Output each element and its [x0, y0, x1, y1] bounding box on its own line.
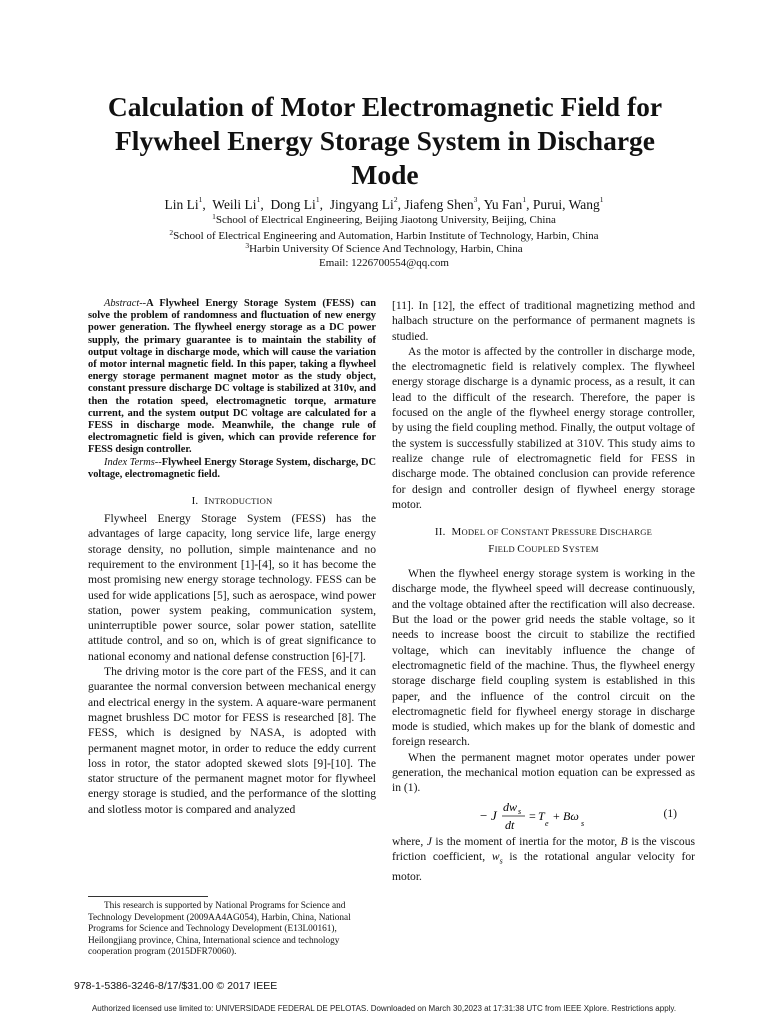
footnote-rule	[88, 896, 208, 897]
affiliation-sup: 1	[212, 212, 216, 221]
author-sup: 1	[315, 195, 320, 204]
author-name: Dong Li	[270, 197, 316, 212]
abstract-text: A Flywheel Energy Storage System (FESS) can solve the problem of randomness and fluctuation of new energy power generation. The flywheel energy storage as a DC power supply, the primary guarantee is to maintain the stability of output voltage in discharge mode, which will cause the variation of motor internal magnetic field. In this paper, taking a flywheel energy storage permanent magnet motor as the study object, constant pressure discharge DC voltage is stabilized at 310v, and then the rotation speed, electromagnetic torque, armature current, and the system output DC voltage are calculated for a FESS in discharge mode. Meanwhile, the change rule of electromagnetic field is given, which can provide reference for FESS design controller.	[88, 298, 376, 456]
svg-text:s: s	[518, 806, 522, 816]
affiliation-text: Harbin University Of Science And Technology, Harbin, China	[249, 243, 523, 255]
symbol: w	[491, 849, 500, 863]
svg-text:=: =	[529, 808, 536, 823]
index-terms-text: Flywheel Energy Storage System, discharge, DC voltage, electromagnetic field.	[88, 456, 376, 480]
sc-initial: D	[599, 526, 608, 539]
sc-initial: C	[517, 543, 525, 556]
symbol: B	[620, 834, 628, 848]
left-column	[88, 298, 376, 817]
section-heading-model	[392, 524, 695, 558]
section-title-initial: I	[204, 495, 209, 508]
author-sup: 1	[198, 195, 203, 204]
svg-text:s: s	[581, 818, 585, 828]
abstract-label: Abstract--	[104, 298, 147, 309]
heading-line-2	[392, 541, 695, 558]
paper-title: Calculation of Motor Electromagnetic Field for Flywheel Energy Storage System in Discharge Mode	[107, 91, 663, 190]
index-terms-label: Index Terms--	[104, 456, 162, 468]
author-name: Weili Li	[212, 197, 257, 212]
isbn-line: 978-1-5386-3246-8/17/$31.00 © 2017 IEEE	[74, 980, 278, 992]
sc-rest: ODEL OF	[461, 527, 501, 538]
section-number: II.	[434, 526, 446, 539]
svg-text:J: J	[491, 807, 497, 823]
text-run: where,	[392, 834, 427, 848]
section-title-rest: NTRODUCTION	[208, 496, 273, 507]
sc-initial: M	[451, 526, 462, 539]
license-notice: Authorized licensed use limited to: UNIVERSIDADE FEDERAL DE PELOTAS. Downloaded on March 30,2023 at 17:31:38 UTC from IEEE Xplore. Restrictions apply.	[91, 1004, 677, 1013]
author-name: Yu Fan	[483, 197, 523, 212]
svg-text:Bω: Bω	[563, 808, 579, 823]
introduction-body	[88, 511, 376, 817]
affiliation-2	[0, 230, 768, 242]
sc-rest: RESSURE	[557, 527, 600, 538]
sc-rest: ONSTANT	[508, 527, 552, 538]
symbol: J	[426, 834, 432, 848]
affiliation-sup: 2	[169, 228, 174, 237]
paragraph	[392, 834, 695, 884]
sc-initial: F	[488, 543, 495, 556]
svg-text:T: T	[538, 808, 545, 823]
symbol-sub: s	[499, 856, 503, 866]
author-name: Lin Li	[164, 197, 199, 212]
heading-line-1	[392, 524, 695, 541]
svg-text:e: e	[545, 818, 549, 828]
author-sup: 2	[393, 195, 398, 204]
equation-1	[392, 796, 695, 834]
abstract	[88, 298, 376, 457]
author-email: Email: 1226700554@qq.com	[319, 257, 449, 269]
equation-graphic	[480, 796, 720, 834]
text-run: is the rotational angular velocity for motor.	[392, 849, 695, 883]
svg-text:+: +	[553, 808, 560, 823]
sc-rest: YSTEM	[568, 544, 599, 555]
paragraph: The driving motor is the core part of the FESS, and it can guarantee the normal conversion between mechanical energy and electrical energy in the system. A aquare-ware permanent magnet brushless DC motor for FESS is researched [8]. The FESS, which is designed by NASA, is adopted with permanent magnet motor, in order to reduce the eddy current loss in rotor, the stator adopted skewed slots [9]-[10]. The stator structure of the permanent magnet motor for flywheel energy storage is studied, and the performance of the slotting and slotless motor is compared and analyzed	[88, 665, 376, 816]
svg-text:dt: dt	[505, 817, 515, 832]
sc-initial: S	[562, 543, 569, 556]
footnote: This research is supported by National Programs for Science and Technology Development (2009AA4AG054), Harbin, China, National Programs for Science and Technology Development (E13L00161), Heilongjiang province, China, International science and technology cooperation program (2015DFR70060).	[88, 901, 351, 958]
sc-rest: OUPLED	[524, 544, 563, 555]
author-sup: 3	[473, 195, 478, 204]
author-list: Lin Li$^1$, Weili Li$^1$, Dong Li$^1$, Jingyang Li$^2$, Jiafeng Shen$^3$, Yu Fan$^1$, Purui, Wang$^1$	[164, 195, 604, 212]
author-name: Jiafeng Shen	[404, 197, 474, 212]
svg-text:−: −	[480, 807, 488, 823]
author-sup: 1	[522, 195, 527, 204]
sc-initial: P	[551, 526, 558, 539]
sc-initial: C	[500, 526, 509, 539]
author-sup: 1	[256, 195, 261, 204]
affiliation-3	[0, 243, 768, 255]
affiliation-text: School of Electrical Engineering and Automation, Harbin Institute of Technology, Harbin, China	[173, 230, 599, 242]
paragraph: As the motor is affected by the controller in discharge mode, the electromagnetic field is relatively complex. The flywheel energy storage discharge is a dynamic process, as a result, it can lead to the difficult of the research. Therefore, the paper is focused on the angle of the flywheel energy storage controller, by using the field coupling method. Finally, the output voltage of the system is successfully stabilized at 310V. This study aims to realize change rule of electromagnetic field for FESS in discharge mode. The obtained conclusion can provide reference for design and controller design of flywheel energy storage motor.	[392, 344, 695, 511]
text-run: is the moment of inertia for the motor,	[431, 834, 621, 848]
equation-number: (1)	[663, 806, 677, 820]
affiliation-1	[0, 214, 768, 226]
author-name: Jingyang Li	[329, 197, 394, 212]
affiliation-sup: 3	[245, 241, 250, 250]
author-sup: 1	[599, 195, 604, 204]
index-terms	[88, 457, 376, 481]
sc-rest: IELD	[494, 544, 518, 555]
author-name: Purui, Wang	[532, 197, 600, 212]
paragraph: When the permanent magnet motor operates under power generation, the mechanical motion equation can be expressed as in (1).	[392, 750, 695, 795]
section-heading-introduction	[88, 495, 376, 507]
svg-text:dw: dw	[503, 799, 518, 814]
paragraph: Flywheel Energy Storage System (FESS) has the advantages of large capacity, long service life, large energy storage density, no pollution, simple maintenance and no requirement to the environment [1]-[4], so it has become the most promising new energy storage technology. FESS can be used for wide applications [5], such as aerospace, wind power station, power system peaking, communication system, uninterruptible power source, solar power station, satellite attitude control, and so on, which is of great significance to national economy and national defense construction [6]-[7].	[88, 512, 376, 663]
paragraph: [11]. In [12], the effect of traditional magnetizing method and halbach structure on the performance of permanent magnets is studied.	[392, 299, 695, 343]
paragraph: When the flywheel energy storage system is working in the discharge mode, the flywheel speed will decrease continuously, and the voltage obtained after the rectification will also decrease. But the load or the power grid needs the stable voltage, so it needs to increase boost the circuit to stabilize the rectified voltage, which can inevitably influence the change of electromagnetic field of the machine. Thus, the flywheel energy storage discharge field coupling system is established in this paper, and the influence of the control circuit on the electromagnetic field for flywheel energy storage in discharge mode is studied, which makes up for the blank of domestic and foreign research.	[392, 567, 695, 749]
right-column	[392, 298, 695, 884]
text-run: is the viscous friction coefficient,	[392, 834, 695, 863]
section-number: I.	[191, 495, 199, 508]
affiliation-text: School of Electrical Engineering, Beijing Jiaotong University, Beijing, China	[215, 214, 556, 226]
sc-rest: ISCHARGE	[607, 527, 653, 538]
